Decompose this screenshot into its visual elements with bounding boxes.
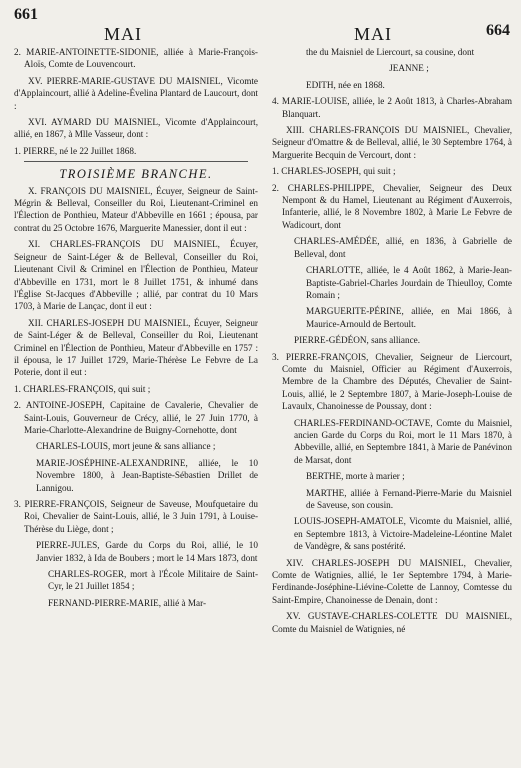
left-page-number: 661 (14, 6, 38, 23)
left-text-body (14, 46, 258, 609)
left-running-title: MAI (104, 24, 142, 44)
genealogy-entry: CHARLOTTE, alliée, le 4 Août 1862, à Marie-Jean-Baptiste-Gabriel-Charles Jourdain de Thieulloy, Comte Romain ; (306, 265, 512, 300)
genealogy-entry: PIERRE-JULES, Garde du Corps du Roi, allié, le 10 Janvier 1832, à Ida de Boubers ; mort le 14 Mars 1873, dont (36, 540, 258, 563)
genealogy-entry: 1. PIERRE, né le 22 Juillet 1868. (14, 145, 137, 156)
genealogy-entry: JEANNE ; (389, 63, 429, 74)
genealogy-entry: MARTHE, alliée à Fernand-Pierre-Marie du Maisniel de Saveuse, son cousin. (306, 487, 512, 510)
left-header (14, 2, 258, 46)
right-page (266, 0, 518, 768)
genealogy-entry: 3. PIERRE-FRANÇOIS, Chevalier, Seigneur de Liercourt, Comte du Maisniel, Officier au Régiment d'Auxerrois, Membre de la Chambre des Députés, Chevalier de Saint-Louis, allié, le 2 Septembre 1807, à Marie-Joseph-Louise de Lavaulx, Chanoinesse de Poussay, dont : (272, 351, 512, 412)
genealogy-entry: 3. PIERRE-FRANÇOIS, Seigneur de Saveuse, Moufquetaire du Roi, Chevalier de Saint-Louis, allié, le 3 Juin 1791, à Louise-Thérèse du Liège, dont ; (14, 499, 258, 534)
genealogy-entry: MARIE-JOSÉPHINE-ALEXANDRINE, alliée, le 10 Novembre 1800, à Jean-Baptiste-Sébastien Drillet de Lannigou. (36, 457, 258, 493)
genealogy-entry: X. FRANÇOIS DU MAISNIEL, Écuyer, Seigneur de Saint-Mégrin & Belleval, Conseiller du Roi, Lieutenant-Criminel en l'Élection de Ponthieu, Mateur d'Abbeville en 1661 ; épousa, par contrat du 25 Octobre 1676, Marguerite Manessier, dont il eut : (14, 185, 258, 233)
genealogy-entry: PIERRE-GÉDÉON, sans alliance. (294, 335, 421, 346)
genealogy-entry: 2. ANTOINE-JOSEPH, Capitaine de Cavalerie, Chevalier de Saint-Louis, Gouverneur de Crécy, allié, le 27 Juin 1770, à Marie-Charlotte-Alexandrine de Buigny-Cornehotte, dont (14, 400, 258, 435)
genealogy-entry: CHARLES-FERDINAND-OCTAVE, Comte du Maisniel, ancien Garde du Corps du Roi, mort le 11 Mars 1870, à Abbeville, allié, en Septembre 1841, à Marie de Panévinon de Marsat, dont (294, 417, 512, 465)
section-divider (24, 161, 248, 162)
genealogy-entry: XIV. CHARLES-JOSEPH DU MAISNIEL, Chevalier, Comte de Watignies, allié, le 1er Septembre 1794, à Marie-Ferdinande-Joséphine-Liévine-Colette de Lannoy, Comtesse du Saint-Empire, Chanoinesse de Denain, dont : (272, 557, 512, 605)
genealogy-entry: LOUIS-JOSEPH-AMATOLE, Vicomte du Maisniel, allié, en Septembre 1813, à Victoire-Madeleine-Léontine Malet de Vandègre, & sans postérité. (294, 516, 512, 552)
genealogy-entry: XVI. AYMARD DU MAISNIEL, Vicomte d'Applaincourt, allié, en 1867, à Mlle Vasseur, dont : (14, 117, 258, 140)
right-running-title: MAI (354, 24, 392, 44)
genealogy-entry: CHARLES-AMÉDÉE, allié, en 1836, à Gabrielle de Belleval, dont (294, 236, 512, 259)
genealogy-entry: the du Maisniel de Liercourt, sa cousine, dont (306, 47, 475, 57)
genealogy-entry: MARGUERITE-PÉRINE, alliée, en Mai 1866, à Maurice-Arnould de Bertoult. (306, 306, 512, 329)
genealogy-entry: CHARLES-ROGER, mort à l'École Militaire de Saint-Cyr, le 21 Juillet 1854 ; (48, 569, 258, 592)
genealogy-entry: XV. GUSTAVE-CHARLES-COLETTE DU MAISNIEL, Comte du Maisniel de Watignies, né (272, 611, 512, 634)
genealogy-entry: BERTHE, morte à marier ; (306, 471, 405, 482)
genealogy-entry: FERNAND-PIERRE-MARIE, allié à Mar- (48, 597, 207, 608)
genealogy-entry: 1. CHARLES-FRANÇOIS, qui suit ; (14, 383, 151, 394)
genealogy-entry: XIII. CHARLES-FRANÇOIS DU MAISNIEL, Chevalier, Seigneur d'Omattre & de Belleval, allié, le 30 Septembre 1764, à Marguerite Becquin de Vercourt, dont : (272, 125, 512, 160)
genealogy-entry: 1. CHARLES-JOSEPH, qui suit ; (272, 166, 396, 177)
right-header (272, 2, 512, 46)
genealogy-entry: 2. CHARLES-PHILIPPE, Chevalier, Seigneur des Deux Nempont & du Hamel, Lieutenant au Régiment d'Auxerrois, Infanterie, allié, le 8 Novembre 1802, à Marie Le Febvre de Wadicourt, dont (272, 182, 512, 230)
left-page (6, 0, 262, 768)
genealogy-entry: 2. MARIE-ANTOINETTE-SIDONIE, alliée à Marie-François-Aloïs, Comte de Louvencourt. (14, 47, 258, 70)
genealogy-entry: EDITH, née en 1868. (306, 79, 385, 90)
right-text-body (272, 46, 512, 635)
section-title: TROISIÈME BRANCHE. (59, 167, 213, 182)
genealogy-entry: 4. MARIE-LOUISE, alliée, le 2 Août 1813, à Charles-Abraham Blanquart. (272, 96, 512, 119)
genealogy-entry: XII. CHARLES-JOSEPH DU MAISNIEL, Écuyer, Seigneur de Saint-Léger & de Belleval, Conseiller du Roi, Lieutenant Criminel en l'Élection de Ponthieu, Mateur d'Abbeville en 1757 : il épousa, le 17 Juillet 1729, Marie-Thérèse Le Febvre de La Poterie, dont il eut : (14, 317, 258, 378)
genealogy-entry: XI. CHARLES-FRANÇOIS DU MAISNIEL, Écuyer, Seigneur de Saint-Léger & de Belleval, Conseiller du Roi, Lieutenant Civil & Criminel en l'Élection de Ponthieu, Mateur d'Abbeville en 1731, mort le 8 Juillet 1751, & inhumé dans l'Église St-Jacques d'Abbeville ; allié, par contrat du 10 Mars 1703, à Marie de Lançac, dont il eut : (14, 239, 258, 312)
right-page-number: 664 (486, 22, 510, 39)
genealogy-entry: CHARLES-LOUIS, mort jeune & sans alliance ; (36, 441, 216, 452)
genealogy-entry: XV. PIERRE-MARIE-GUSTAVE DU MAISNIEL, Vicomte d'Applaincourt, allié à Adeline-Évelina Plantard de Laucourt, dont : (14, 75, 258, 111)
